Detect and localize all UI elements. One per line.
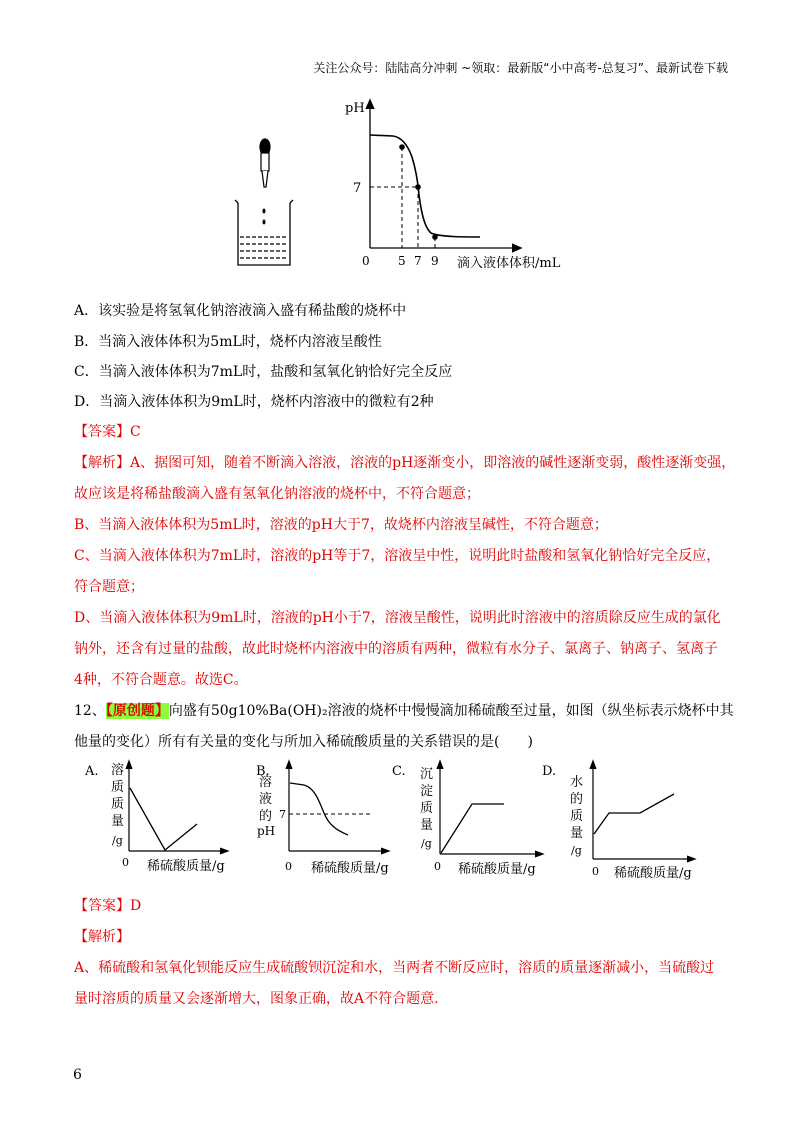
ph-y-label: pH	[345, 101, 365, 116]
ph-x-tick-0: 0	[362, 254, 370, 268]
graph-ylabel-char: pH	[257, 824, 276, 838]
graph-xlabel: 稀硫酸质量/g	[614, 866, 692, 881]
q11-option-d: D．当滴入液体体积为9mL时，烧杯内溶液中的微粒有2种	[74, 394, 434, 410]
graph-ylabel-char: /g	[112, 834, 123, 847]
q12-number: 12、	[74, 703, 106, 719]
dropper-icon	[260, 139, 270, 187]
q11-answer	[74, 421, 141, 441]
q12-answer	[74, 895, 141, 915]
q12-tag: 【原创题】	[105, 703, 169, 719]
ph-guides	[370, 147, 435, 248]
graph-ylabel-char: 质	[420, 801, 434, 816]
graph-letter: B.	[256, 764, 270, 779]
graph-origin: 0	[434, 860, 441, 873]
ph-y-tick-7: 7	[353, 181, 362, 196]
analysis-text: A、据图可知，随着不断滴入溶液，溶液的pH逐渐变小，即溶液的碱性逐渐变弱，酸性逐渐变强，	[130, 455, 736, 471]
answer-value: C	[130, 424, 141, 440]
q11-analysis-line-7: 钠外，还含有过量的盐酸，故此时烧杯内溶液中的溶质有两种，微粒有水分子、氯离子、钠离子、氢离子	[74, 641, 718, 657]
q12-analysis-line-1: A、稀硫酸和氢氧化钡能反应生成硫酸钡沉淀和水，当两者不断反应时，溶质的质量逐渐减小，当硫酸过	[74, 960, 715, 976]
q11-analysis-line-3: B、当滴入液体体积为5mL时，溶液的pH大于7，故烧杯内溶液呈碱性，不符合题意；	[74, 517, 608, 533]
ph-titration-figure	[225, 95, 585, 275]
graph-xlabel: 稀硫酸质量/g	[311, 861, 389, 876]
q12-analysis-tag: 【解析】	[74, 929, 130, 945]
graph-origin: 0	[122, 856, 129, 869]
graph-ylabel-char: 淀	[420, 784, 434, 799]
graph-ylabel-char: 液	[259, 792, 273, 807]
graph-ylabel-char: 沉	[420, 767, 434, 782]
q11-analysis-line-5: 符合题意；	[74, 579, 144, 595]
q12-graph-a	[85, 758, 245, 883]
ph-x-tick-5: 5	[398, 254, 406, 268]
graph-ylabel-char: 量	[111, 814, 125, 829]
q12-stem-text: 向盛有50g10%Ba(OH)₂溶液的烧杯中慢慢滴加稀硫酸至过量，如图（纵坐标表示烧杯中其	[168, 703, 734, 719]
page-header: 关注公众号：陆陆高分冲刺 ~领取：最新版“小中高考-总复习”、最新试卷下载	[313, 61, 728, 75]
graph-ylabel-char: 溶	[259, 775, 273, 790]
ph-curve	[370, 135, 480, 237]
ph-point-5	[399, 144, 405, 150]
graph-ylabel-char: /g	[421, 837, 432, 850]
q11-option-b: B．当滴入液体体积为5mL时，烧杯内溶液呈酸性	[74, 334, 382, 350]
graph-ylabel-char: 质	[111, 797, 125, 812]
q11-analysis-line-4: C、当滴入液体体积为7mL时，溶液的pH等于7，溶液呈中性，说明此时盐酸和氢氧化钠恰好完全反应，	[74, 548, 721, 564]
graph-ylabel-char: 的	[259, 809, 273, 824]
q12-graph-d	[540, 758, 710, 888]
graph-letter: C.	[392, 764, 406, 779]
graph-origin: 0	[285, 860, 292, 873]
ph-x-tick-7: 7	[414, 254, 422, 268]
graph-letter: D.	[542, 764, 557, 779]
graph-b-line	[290, 783, 348, 835]
graph-ylabel-char: /g	[571, 844, 582, 857]
ph-x-tick-9: 9	[431, 254, 439, 268]
ph-point-9	[432, 234, 438, 240]
page-number: 6	[73, 1067, 82, 1083]
graph-ylabel-char: 质	[570, 809, 584, 824]
graph-ylabel-char: 溶	[111, 763, 125, 778]
answer-tag: 【答案】	[74, 898, 130, 914]
graph-ylabel-char: 质	[111, 780, 125, 795]
q12-graph-c	[392, 758, 552, 883]
q11-option-a: A．该实验是将氢氧化钠溶液滴入盛有稀盐酸的烧杯中	[74, 303, 407, 319]
ph-point-7	[415, 184, 421, 190]
q11-analysis-line-2: 故应该是将稀盐酸滴入盛有氢氧化钠溶液的烧杯中，不符合题意；	[74, 486, 480, 502]
graph-letter: A.	[85, 764, 99, 779]
graph-ylabel-char: 的	[570, 792, 584, 807]
graph-ylabel-char: 水	[570, 775, 584, 790]
q12-stem-line-2: 他量的变化）所有有关量的变化与所加入稀硫酸质量的关系错误的是( )	[74, 734, 533, 750]
q12-analysis-line-2: 量时溶质的质量又会逐渐增大，图象正确，故A不符合题意.	[74, 991, 439, 1007]
graph-c-line	[441, 804, 504, 853]
ph-x-label: 滴入液体体积/mL	[457, 256, 561, 271]
q11-analysis-line-6: D、当滴入液体体积为9mL时，溶液的pH小于7，溶液呈酸性，说明此时溶液中的溶质除反应生成的氯化	[74, 610, 721, 626]
q12-stem-line-1	[74, 700, 734, 720]
graph-y-tick: 7	[279, 808, 286, 821]
beaker-icon	[235, 200, 293, 265]
graph-ylabel-char: 量	[570, 826, 584, 841]
analysis-tag: 【解析】	[74, 455, 130, 471]
ph-axes	[366, 100, 521, 252]
graph-origin: 0	[592, 865, 599, 878]
q11-analysis-line-8: 4种，不符合题意。故选C。	[74, 672, 248, 688]
graph-d-line	[594, 794, 674, 834]
graph-a-line	[130, 788, 197, 850]
graph-xlabel: 稀硫酸质量/g	[147, 859, 225, 874]
q11-analysis-line-1	[74, 452, 735, 472]
answer-tag: 【答案】	[74, 424, 130, 440]
graph-xlabel: 稀硫酸质量/g	[458, 862, 536, 877]
answer-value: D	[130, 898, 142, 914]
q11-option-c: C．当滴入液体体积为7mL时，盐酸和氢氧化钠恰好完全反应	[74, 364, 453, 380]
graph-ylabel-char: 量	[420, 818, 434, 833]
